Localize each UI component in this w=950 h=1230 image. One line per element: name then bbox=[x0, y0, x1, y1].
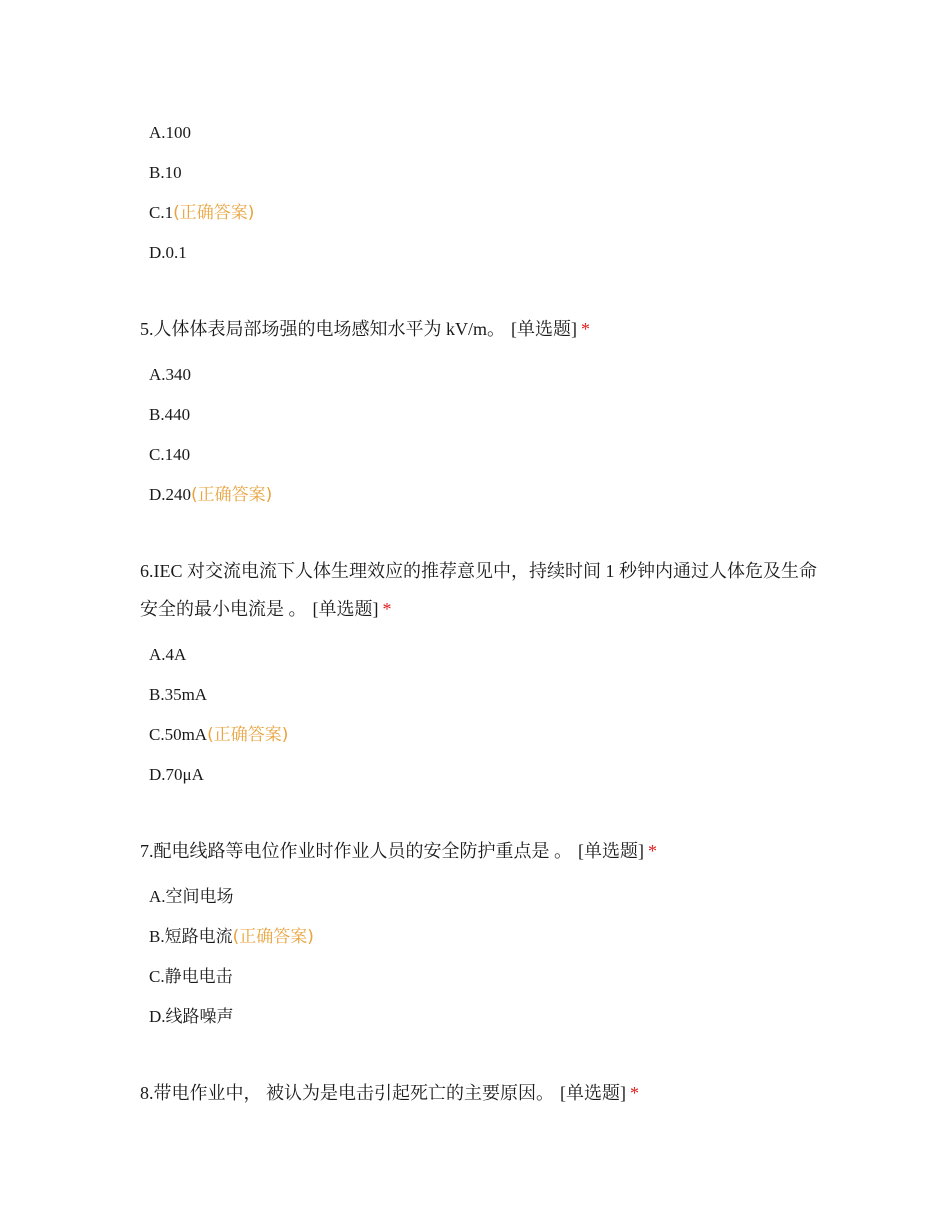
correct-answer-mark: (正确答案) bbox=[191, 485, 273, 505]
question-5 bbox=[140, 310, 820, 515]
question-text: 5.人体体表局部场强的电场感知水平为 kV/m。 bbox=[140, 319, 505, 339]
required-mark: * bbox=[630, 1083, 639, 1103]
option-label: B.短路电流 bbox=[149, 927, 233, 946]
option-a[interactable] bbox=[140, 877, 820, 917]
question-type: [单选题] bbox=[560, 1083, 626, 1103]
question-4 bbox=[140, 113, 820, 273]
option-d[interactable] bbox=[140, 997, 820, 1037]
option-b[interactable] bbox=[140, 917, 820, 957]
option-label: A.4A bbox=[149, 645, 187, 664]
correct-answer-mark: (正确答案) bbox=[173, 203, 255, 223]
option-label: B.440 bbox=[149, 405, 191, 424]
option-label: B.10 bbox=[149, 163, 182, 182]
correct-answer-mark: (正确答案) bbox=[207, 725, 289, 745]
option-label: A.空间电场 bbox=[149, 887, 234, 906]
option-label: D.线路噪声 bbox=[149, 1007, 234, 1026]
question-title bbox=[140, 552, 820, 628]
required-mark: * bbox=[581, 319, 590, 339]
option-label: D.240 bbox=[149, 485, 192, 504]
option-d[interactable] bbox=[140, 475, 820, 515]
option-d[interactable] bbox=[140, 755, 820, 795]
option-label: C.140 bbox=[149, 445, 191, 464]
option-d[interactable] bbox=[140, 233, 820, 273]
option-c[interactable] bbox=[140, 957, 820, 997]
option-a[interactable] bbox=[140, 113, 820, 153]
question-type: [单选题] bbox=[312, 599, 379, 619]
option-label: A.100 bbox=[149, 123, 192, 142]
option-label: C.1 bbox=[149, 203, 174, 222]
question-type: [单选题] bbox=[578, 841, 644, 861]
option-c[interactable] bbox=[140, 435, 820, 475]
question-title bbox=[140, 1074, 820, 1112]
question-8 bbox=[140, 1074, 820, 1112]
option-label: D.70μA bbox=[149, 765, 204, 784]
question-type: [单选题] bbox=[511, 319, 577, 339]
option-b[interactable] bbox=[140, 675, 820, 715]
question-text: 7.配电线路等电位作业时作业人员的安全防护重点是 。 bbox=[140, 841, 572, 861]
option-label: D.0.1 bbox=[149, 243, 187, 262]
option-c[interactable] bbox=[140, 193, 820, 233]
question-6 bbox=[140, 552, 820, 795]
required-mark: * bbox=[648, 841, 657, 861]
option-label: C.静电电击 bbox=[149, 967, 233, 986]
question-text: 6.IEC 对交流电流下人体生理效应的推荐意见中，持续时间 1 秒钟内通过人体危及生命安全的最小电流是 。 bbox=[140, 561, 817, 619]
question-7 bbox=[140, 832, 820, 1037]
question-title bbox=[140, 310, 820, 348]
option-c[interactable] bbox=[140, 715, 820, 755]
option-a[interactable] bbox=[140, 635, 820, 675]
option-a[interactable] bbox=[140, 355, 820, 395]
correct-answer-mark: (正确答案) bbox=[232, 927, 314, 947]
question-text: 8.带电作业中， 被认为是电击引起死亡的主要原因。 bbox=[140, 1083, 554, 1103]
option-label: C.50mA bbox=[149, 725, 208, 744]
option-label: B.35mA bbox=[149, 685, 208, 704]
option-b[interactable] bbox=[140, 395, 820, 435]
option-b[interactable] bbox=[140, 153, 820, 193]
question-title bbox=[140, 832, 820, 870]
option-label: A.340 bbox=[149, 365, 192, 384]
required-mark: * bbox=[382, 599, 392, 619]
